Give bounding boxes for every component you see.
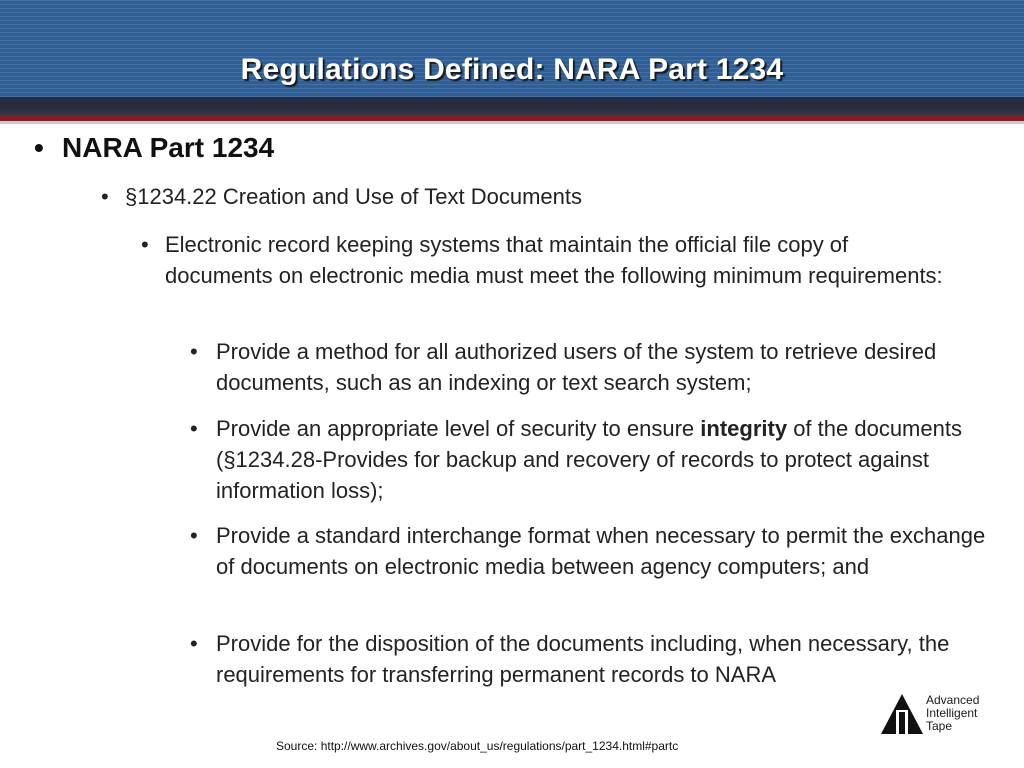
ait-triangle-logo-icon — [880, 692, 924, 736]
bullet-dot: • — [190, 339, 198, 364]
requirement-text: Provide a standard interchange format when necessary to permit the exchange of documents on electronic media between agency computers; and — [216, 523, 986, 579]
bullet-level-2 — [101, 182, 582, 212]
bullet-text: NARA Part 1234 — [62, 132, 275, 163]
logo-line: Intelligent — [926, 706, 978, 720]
company-logo — [880, 692, 1000, 736]
title-banner-gray-rule — [0, 121, 1024, 124]
bullet-text: Electronic record keeping systems that maintain the official file copy of documents on electronic media must meet the following minimum requirements: — [165, 232, 943, 288]
bullet-dot: • — [141, 232, 149, 257]
bullet-level-1 — [34, 130, 274, 166]
requirement-emphasis: integrity — [700, 416, 788, 441]
requirement-text-start: Provide an appropriate level of security to ensure — [216, 416, 701, 441]
slide-title: Regulations Defined: NARA Part 1234 — [240, 53, 784, 86]
logo-line: Advanced — [926, 693, 980, 707]
bullet-level-3 — [141, 229, 961, 291]
requirement-item — [190, 628, 1010, 690]
requirement-text-end: of the documents (§1234.28-Provides for backup and recovery of records to protect against information loss); — [216, 416, 962, 503]
requirement-text — [216, 413, 1006, 506]
requirement-text: Provide for the disposition of the documents including, when necessary, the requirements for transferring permanent records to NARA — [216, 631, 950, 687]
bullet-dot: • — [34, 132, 44, 163]
bullet-dot: • — [190, 631, 198, 656]
requirement-item — [190, 336, 1010, 398]
requirement-item — [190, 520, 1010, 582]
bullet-dot: • — [190, 523, 198, 548]
requirement-text: Provide a method for all authorized users of the system to retrieve desired documents, such as an indexing or text search system; — [216, 339, 937, 395]
requirement-item — [190, 413, 1010, 506]
title-banner-shadow — [0, 97, 1024, 116]
source-citation: Source: http://www.archives.gov/about_us/regulations/part_1234.html#partc — [276, 739, 679, 753]
logo-line: Tape — [926, 719, 953, 733]
bullet-text: §1234.22 Creation and Use of Text Documents — [125, 184, 582, 209]
bullet-dot: • — [190, 416, 198, 441]
bullet-dot: • — [101, 184, 109, 209]
logo-wordmark — [926, 694, 979, 733]
